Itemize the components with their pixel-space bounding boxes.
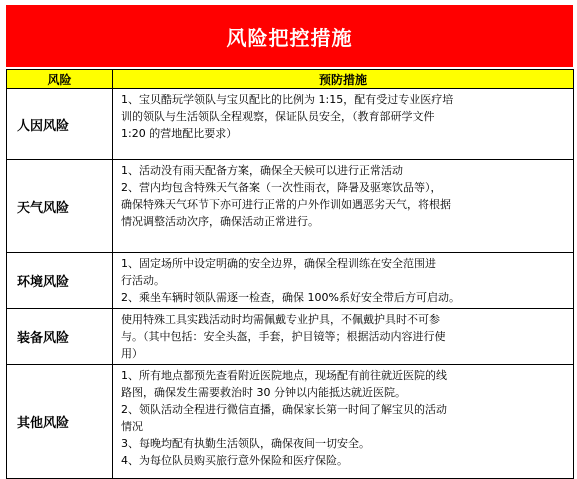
measure-line: 用）	[121, 347, 143, 360]
table-row	[7, 365, 574, 479]
measure-line: 行活动。	[121, 274, 165, 287]
measure-line: 2、营内均包含特殊天气备案（一次性雨衣，降暑及驱寒饮品等），	[121, 181, 442, 194]
column-header-measures: 预防措施	[113, 70, 574, 89]
measure-line: 3、每晚均配有执勤生活领队，确保夜间一切安全。	[121, 437, 370, 450]
risk-measure-equipment	[113, 309, 574, 365]
measure-line: 1、活动没有雨天配备方案，确保全天候可以进行正常活动	[121, 164, 403, 177]
measure-line: 情况调整活动次序，确保活动正常进行。	[121, 215, 319, 228]
risk-control-table	[6, 69, 574, 479]
table-row	[7, 253, 574, 309]
measure-line: 1、固定场所中设定明确的安全边界，确保全程训练在安全范围进	[121, 257, 436, 270]
table-row	[7, 309, 574, 365]
measure-line: 情况	[121, 420, 143, 433]
risk-name-other: 其他风险	[7, 365, 113, 479]
measure-line: 确保特殊天气环节下亦可进行正常的户外作训如遇恶劣天气，将根据	[121, 198, 451, 211]
risk-measure-other	[113, 365, 574, 479]
measure-line: 2、乘坐车辆时领队需逐一检查，确保 100%系好安全带后方可启动。	[121, 291, 460, 304]
measure-line: 1、所有地点都预先查看附近医院地点，现场配有前往就近医院的线	[121, 369, 447, 382]
risk-measure-human	[113, 89, 574, 160]
risk-name-equipment: 装备风险	[7, 309, 113, 365]
risk-name-weather: 天气风险	[7, 160, 113, 253]
column-header-risk: 风险	[7, 70, 113, 89]
measure-line: 1:20 的营地配比要求）	[121, 127, 238, 140]
table-row	[7, 160, 574, 253]
risk-measure-environment	[113, 253, 574, 309]
measure-line: 4、为每位队员购买旅行意外保险和医疗保险。	[121, 454, 348, 467]
risk-name-human: 人因风险	[7, 89, 113, 160]
measure-line: 1、宝贝酷玩学领队与宝贝配比的比例为 1:15，配有受过专业医疗培	[121, 93, 454, 106]
page-title: 风险把控措施	[226, 25, 353, 50]
measure-line: 2、领队活动全程进行微信直播，确保家长第一时间了解宝贝的活动	[121, 403, 447, 416]
measure-line: 与。（其中包括：安全头盔，手套，护目镜等；根据活动内容进行使	[121, 330, 446, 343]
risk-measure-weather	[113, 160, 574, 253]
table-row	[7, 89, 574, 160]
measure-line: 训的领队与生活领队全程观察，保证队员安全，（教育部研学文件	[121, 110, 435, 123]
table-header-row	[7, 70, 574, 89]
risk-name-environment: 环境风险	[7, 253, 113, 309]
measure-line: 使用特殊工具实践活动时均需佩戴专业护具，不佩戴护具时不可参	[121, 313, 440, 326]
title-banner	[6, 5, 573, 67]
measure-line: 路图，确保发生需要救治时 30 分钟以内能抵达就近医院。	[121, 386, 406, 399]
